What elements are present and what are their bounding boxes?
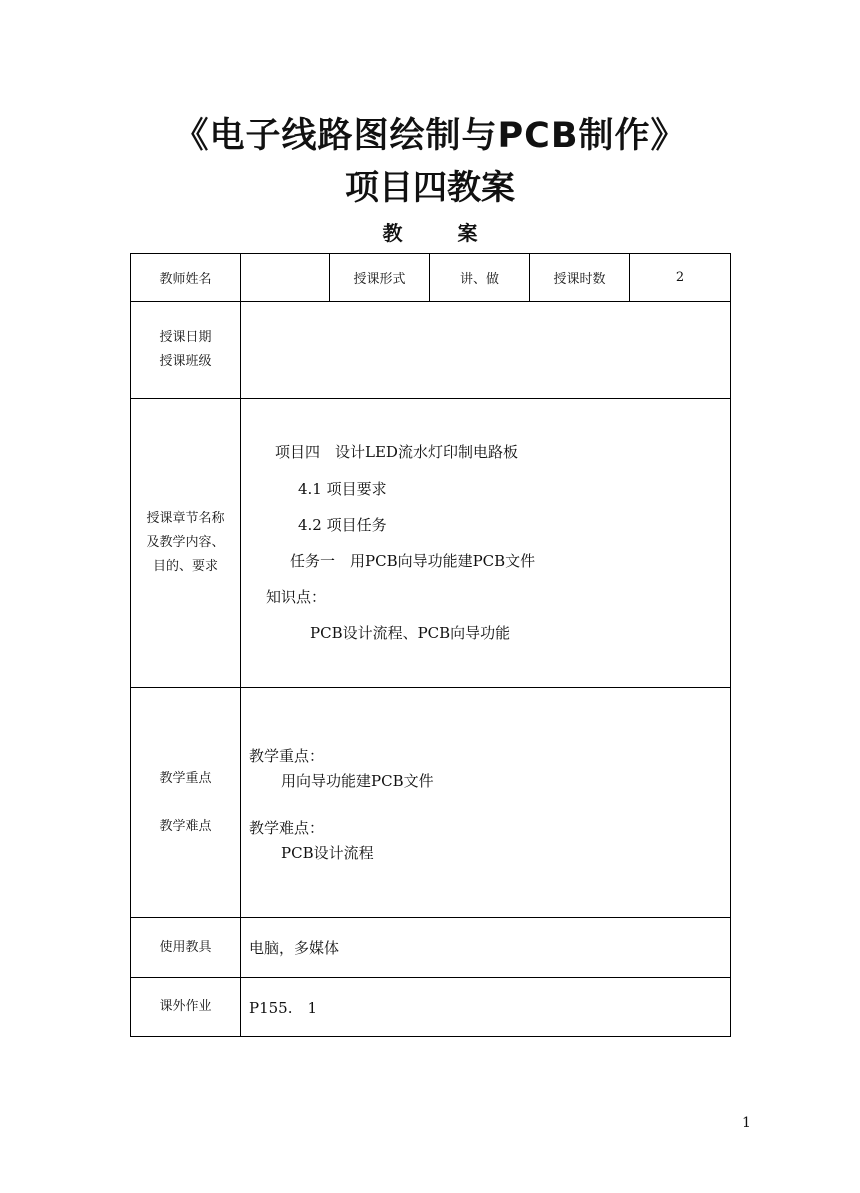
key-points-content <box>241 688 731 918</box>
label-spacer <box>131 791 240 815</box>
chapter-label-line: 目的、要求 <box>152 559 218 574</box>
chapter-label-line: 及教学内容、 <box>146 535 225 550</box>
tools-value: 电脑，多媒体 <box>241 918 731 978</box>
date-class-value <box>241 302 731 399</box>
chapter-line-requirements: 4.1 项目要求 <box>298 480 387 498</box>
key-points-label <box>131 688 241 918</box>
teaching-form-label: 授课形式 <box>330 254 430 302</box>
homework-label: 课外作业 <box>131 978 241 1037</box>
teacher-name-value <box>241 254 330 302</box>
document-title: 《电子线路图绘制与PCB制作》 <box>173 116 687 156</box>
section-heading: 教 案 <box>382 221 502 245</box>
chapter-row <box>131 399 731 688</box>
chapter-line-project: 项目四 设计LED流水灯印制电路板 <box>275 443 518 461</box>
class-hours-label: 授课时数 <box>530 254 630 302</box>
chapter-line-tasks: 4.2 项目任务 <box>298 516 387 534</box>
teacher-name-label: 教师姓名 <box>131 254 241 302</box>
date-class-row <box>131 302 731 399</box>
chapter-line-knowledge-points: PCB设计流程、PCB向导功能 <box>310 624 511 642</box>
difficulty-value: PCB设计流程 <box>281 844 374 862</box>
document-subtitle: 项目四教案 <box>345 168 515 208</box>
difficulty-label: 教学难点 <box>159 818 212 834</box>
chapter-line-knowledge-heading: 知识点： <box>266 588 327 606</box>
chapter-label-line: 授课章节名称 <box>146 511 225 526</box>
homework-row <box>131 978 731 1037</box>
date-class-label <box>131 302 241 399</box>
key-point-value: 用向导功能建PCB文件 <box>281 772 434 790</box>
difficulty-heading: 教学难点： <box>249 819 325 837</box>
lesson-plan-table <box>130 253 731 1037</box>
key-points-row <box>131 688 731 918</box>
chapter-content <box>241 399 731 688</box>
chapter-line-task-one: 任务一 用PCB向导功能建PCB文件 <box>290 552 536 570</box>
date-label: 授课日期 <box>159 330 212 345</box>
tools-label: 使用教具 <box>131 918 241 978</box>
class-label: 授课班级 <box>159 354 212 369</box>
homework-value: P155. 1 <box>241 978 731 1037</box>
teaching-form-value: 讲、做 <box>430 254 530 302</box>
chapter-label <box>131 399 241 688</box>
key-point-label: 教学重点 <box>159 770 212 786</box>
key-point-heading: 教学重点： <box>249 747 325 765</box>
class-hours-value: 2 <box>630 254 731 302</box>
tools-row <box>131 918 731 978</box>
page-number: 1 <box>742 1115 751 1131</box>
header-row <box>131 254 731 302</box>
